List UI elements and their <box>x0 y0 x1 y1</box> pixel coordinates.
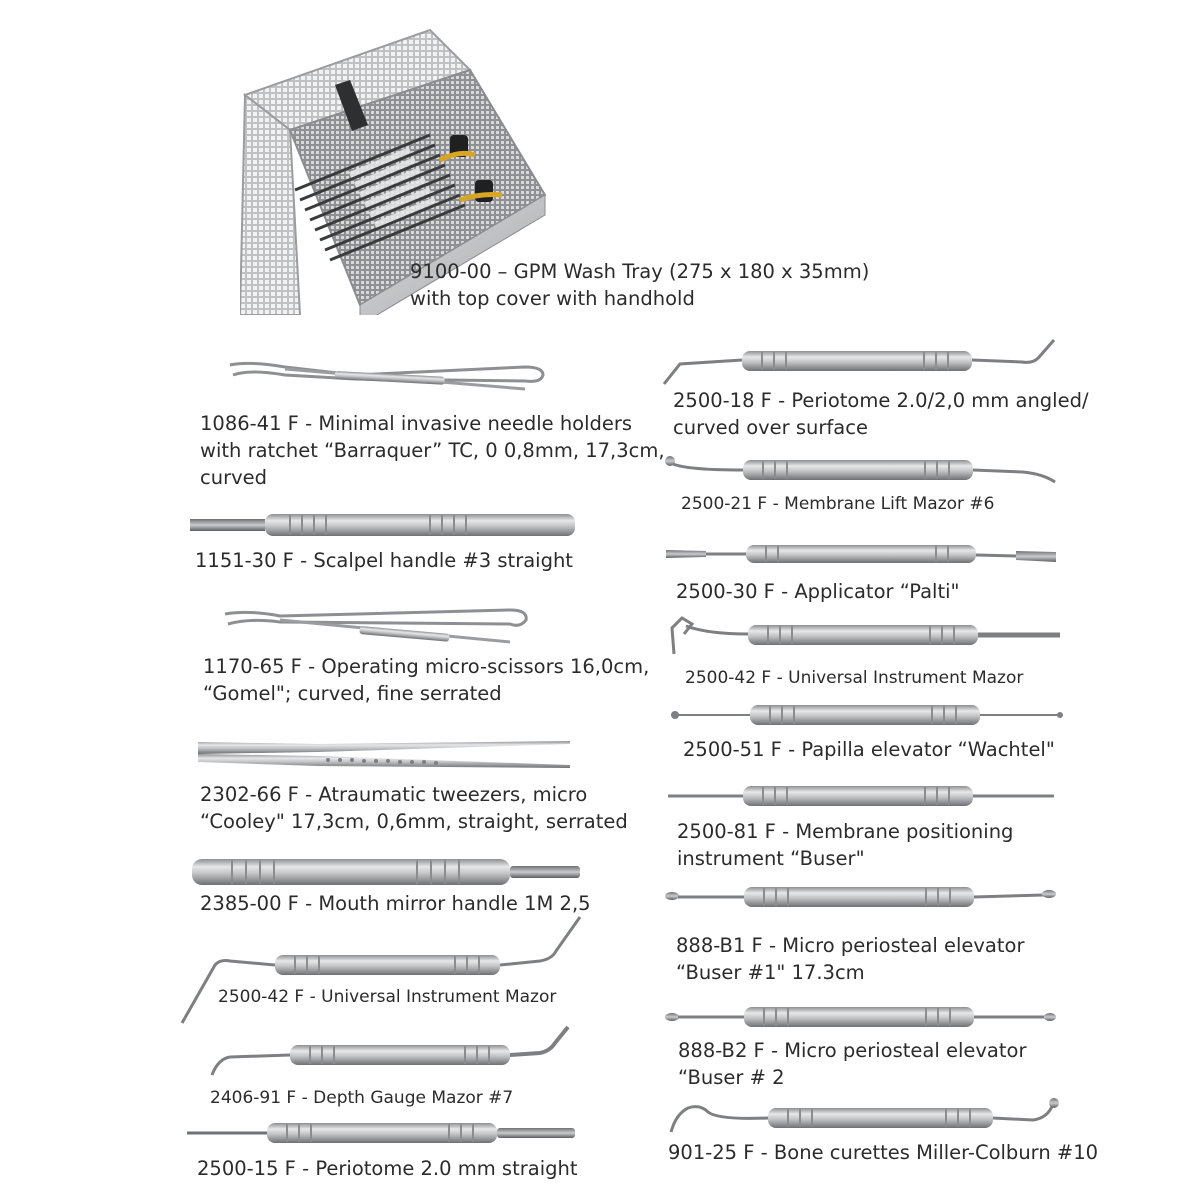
mirror-handle-image <box>192 855 587 893</box>
caption-line: 888-B2 F - Micro periosteal elevator <box>678 1039 1027 1062</box>
periotome-straight-image <box>187 1118 582 1152</box>
caption-line: 888-B1 F - Micro periosteal elevator <box>676 934 1025 957</box>
periosteal-elevator-b1-image <box>664 883 1059 917</box>
elevator-b1-caption <box>676 932 1024 986</box>
caption-line: with ratchet “Barraquer” TC, 0 0,8mm, 17,3cm, <box>200 439 665 462</box>
needle-holder-caption <box>200 410 665 491</box>
mirror-handle-caption <box>200 890 591 917</box>
caption-line: 901-25 F - Bone curettes Miller-Colburn #10 <box>668 1141 1099 1164</box>
periotome-straight-caption <box>197 1155 578 1182</box>
caption-line: 1151-30 F - Scalpel handle #3 straight <box>195 549 573 572</box>
depth-gauge-image <box>210 1025 575 1094</box>
papilla-elevator-image <box>670 701 1065 735</box>
caption-line: 1170-65 F - Operating micro-scissors 16,0cm, <box>203 655 650 678</box>
caption-line: 2500-18 F - Periotome 2.0/2,0 mm angled/ <box>673 389 1089 412</box>
caption-line: curved over surface <box>673 416 868 439</box>
caption-line: 2500-51 F - Papilla elevator “Wachtel" <box>683 738 1055 761</box>
membrane-positioning-image <box>668 782 1058 816</box>
membrane-positioning-caption <box>677 818 1013 872</box>
needle-holder-image <box>225 345 555 399</box>
caption-line: 2302-66 F - Atraumatic tweezers, micro <box>200 783 588 806</box>
bone-curette-image <box>668 1094 1063 1143</box>
caption-line: “Gomel"; curved, fine serrated <box>203 682 502 705</box>
scissors-image <box>220 600 540 654</box>
tweezers-image <box>198 738 578 774</box>
periotome-angled-caption <box>673 387 1089 441</box>
scalpel-caption <box>195 547 573 574</box>
curette-caption <box>668 1139 1098 1166</box>
universal-right-caption <box>685 666 1023 690</box>
caption-line: 2500-15 F - Periotome 2.0 mm straight <box>197 1157 578 1180</box>
elevator-b2-caption <box>678 1037 1026 1091</box>
papilla-caption <box>683 736 1055 763</box>
caption-line: instrument “Buser" <box>677 847 865 870</box>
periotome-angled-image <box>662 338 1057 392</box>
caption-line: 2500-42 F - Universal Instrument Mazor <box>218 987 557 1007</box>
tweezers-caption <box>200 781 628 835</box>
universal-left-caption <box>218 985 556 1009</box>
scissors-caption <box>203 653 649 707</box>
caption-line: 2500-21 F - Membrane Lift Mazor #6 <box>681 494 995 514</box>
universal-instrument-left-image <box>180 915 585 1029</box>
caption-line: 2385-00 F - Mouth mirror handle 1M 2,5 <box>200 892 591 915</box>
depth-gauge-caption <box>210 1086 513 1110</box>
caption-line: 2500-81 F - Membrane positioning <box>677 820 1014 843</box>
caption-line: “Cooley" 17,3cm, 0,6mm, straight, serrated <box>200 810 628 833</box>
scalpel-handle-image <box>190 510 585 544</box>
membrane-lift-caption <box>681 492 995 516</box>
universal-instrument-right-image <box>668 608 1063 660</box>
caption-line: 1086-41 F - Minimal invasive needle holders <box>200 412 633 435</box>
applicator-caption <box>676 578 960 605</box>
caption-line: curved <box>200 466 268 489</box>
tray-caption <box>410 258 869 312</box>
caption-line: “Buser # 2 <box>678 1066 785 1089</box>
tray-caption-line: with top cover with handhold <box>410 287 695 310</box>
caption-line: “Buser #1" 17.3cm <box>676 961 865 984</box>
tray-caption-line: 9100-00 – GPM Wash Tray (275 x 180 x 35mm) <box>410 260 870 283</box>
membrane-lift-image <box>663 452 1058 490</box>
caption-line: 2500-30 F - Applicator “Palti" <box>676 580 960 603</box>
periosteal-elevator-b2-image <box>664 1003 1059 1037</box>
caption-line: 2500-42 F - Universal Instrument Mazor <box>685 668 1024 688</box>
caption-line: 2406-91 F - Depth Gauge Mazor #7 <box>210 1088 514 1108</box>
applicator-image <box>666 540 1061 574</box>
